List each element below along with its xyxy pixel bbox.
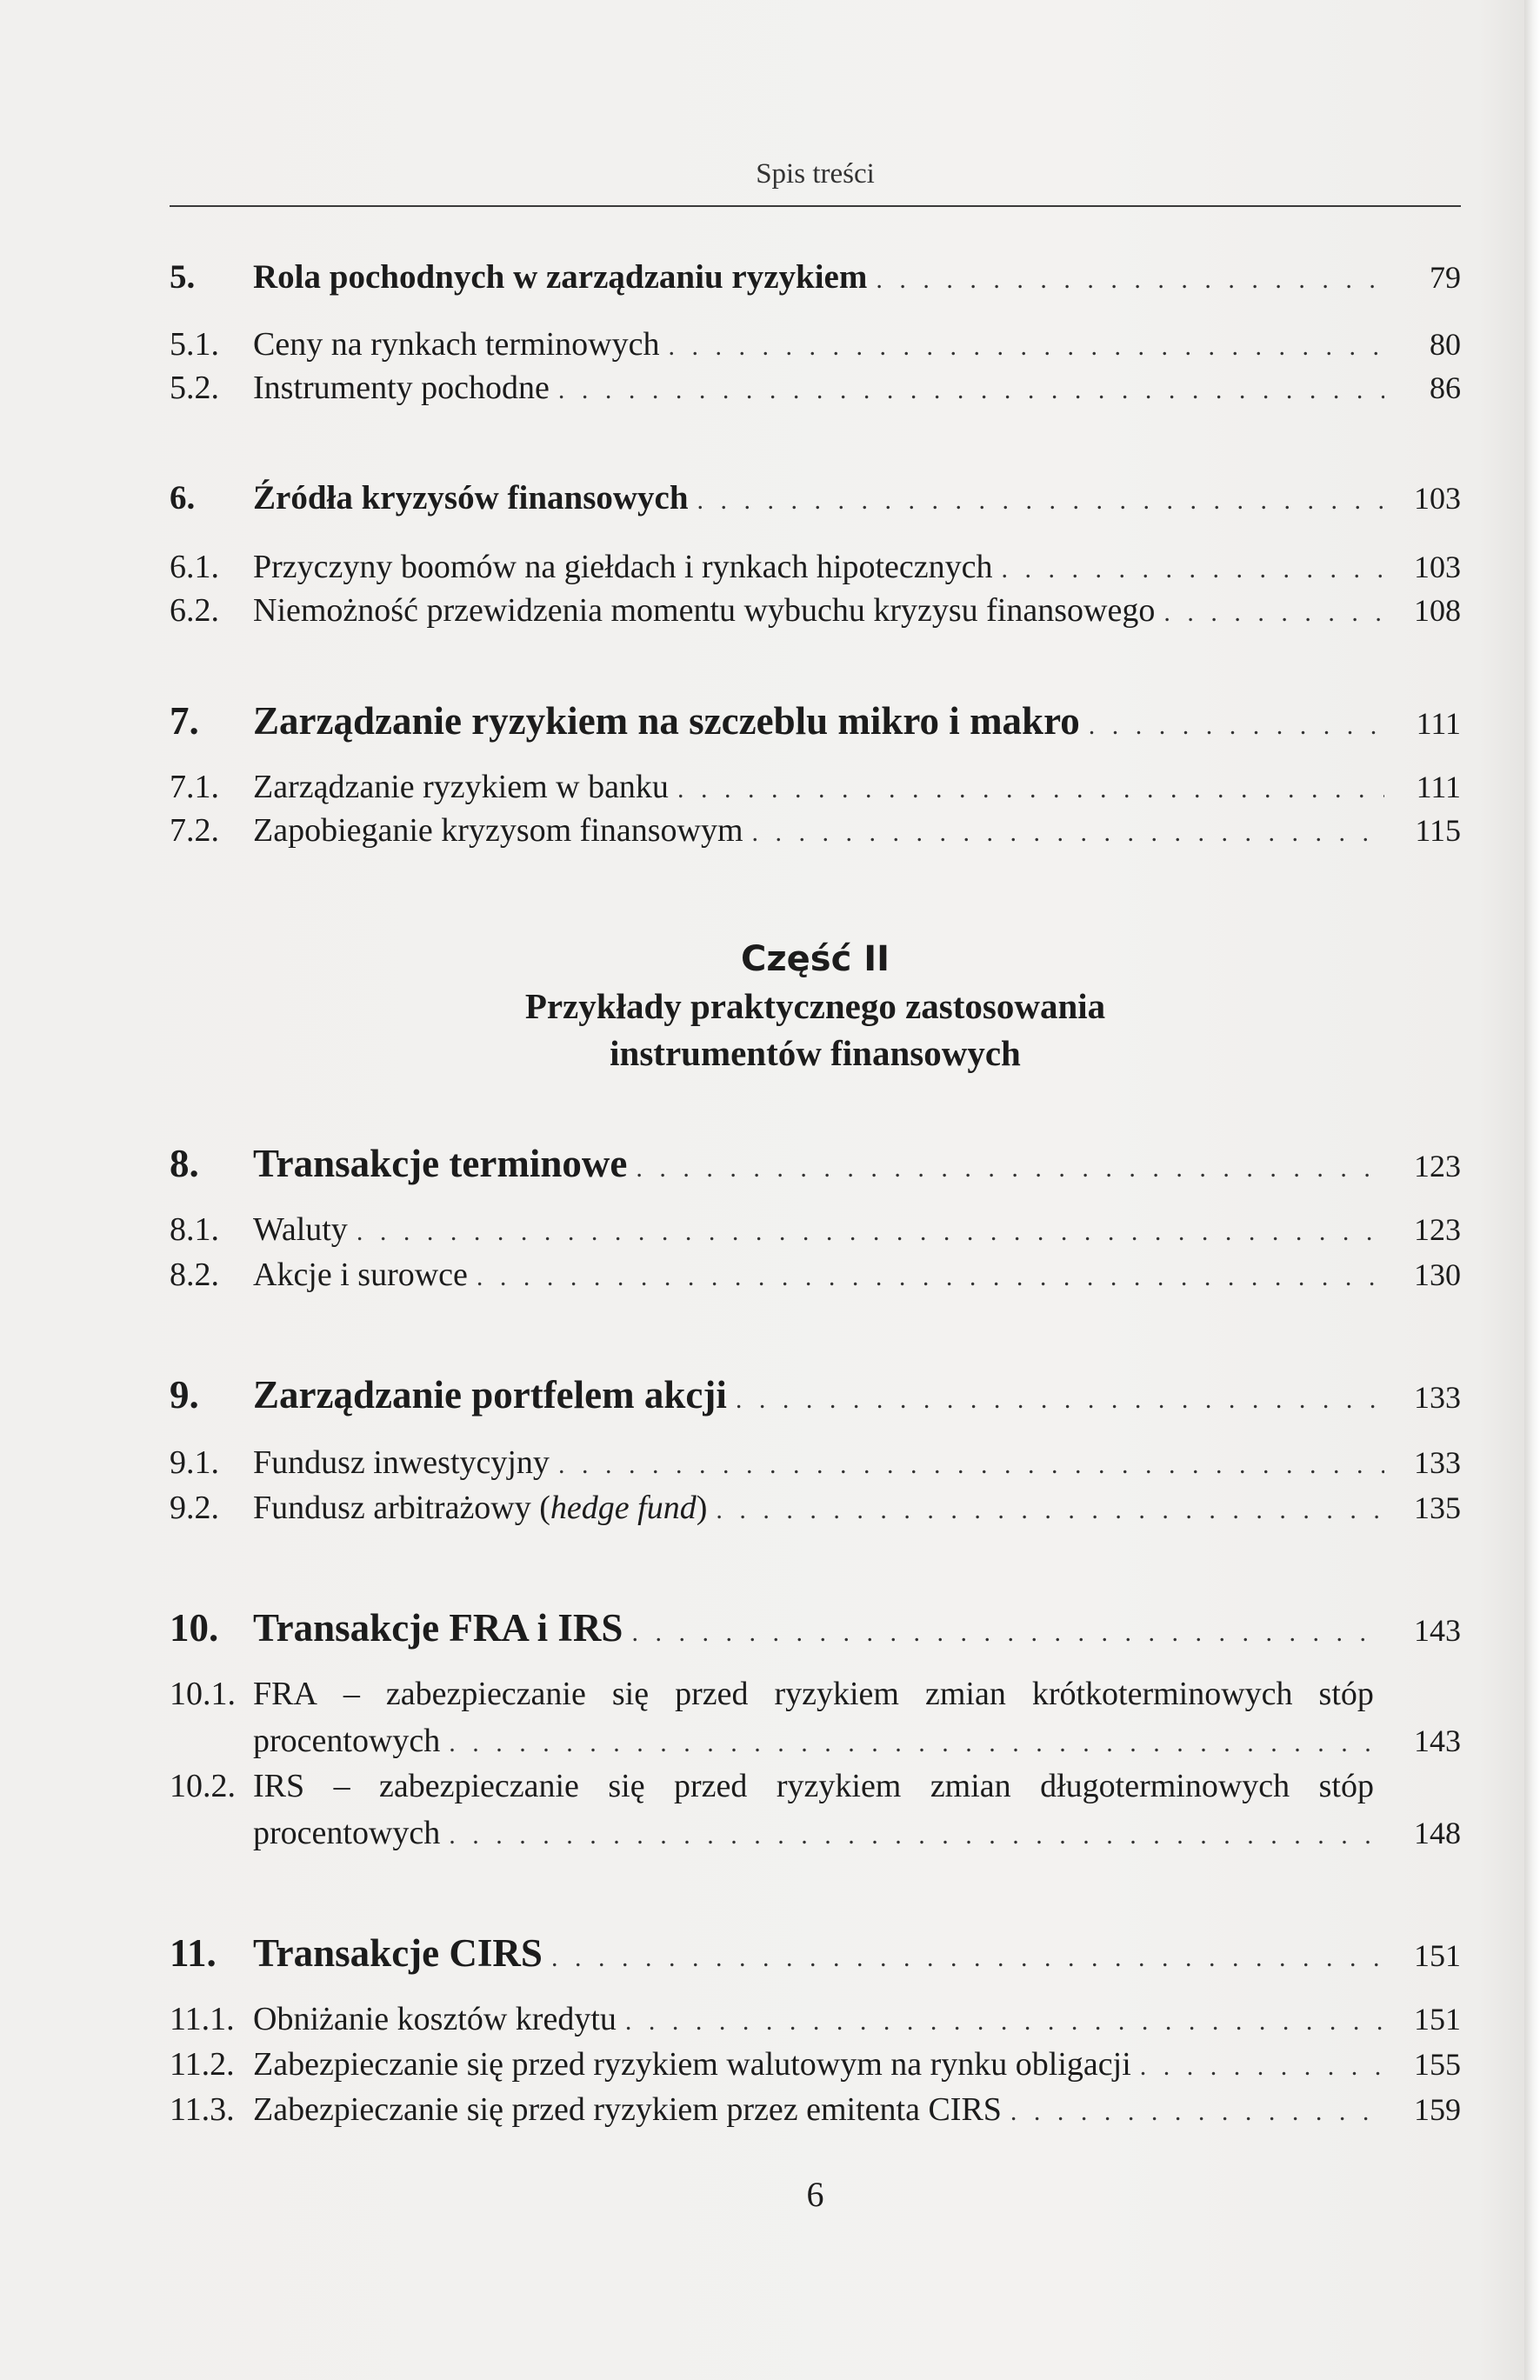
dot-leader [625,2007,1384,2037]
page-number: 108 [1414,593,1461,628]
toc-section-6-1 [170,548,1461,591]
section-number: 11.1. [170,2001,235,2037]
page-edge [1524,0,1540,2380]
title-part: ) [696,1490,708,1526]
word: zabezpieczanie [379,1768,579,1804]
section-number: 6.1. [170,549,219,585]
section-number: 10.1. [170,1676,236,1712]
dot-leader [1010,2097,1384,2127]
word: zmian [924,1676,1006,1712]
dot-leader [1163,598,1384,628]
page-number: 111 [1416,770,1461,804]
section-title-line-1 [253,1675,1374,1713]
toc-section-7-1 [170,768,1461,811]
page-number: 135 [1414,1490,1461,1525]
toc-section-5-2 [170,369,1461,412]
word: stóp [1318,1768,1374,1804]
page-number: 111 [1416,706,1461,741]
toc-section-10-2-cont [170,1814,1461,1857]
dot-leader [668,332,1384,362]
dot-leader [449,1821,1384,1850]
chapter-number: 9. [170,1373,199,1417]
word: długoterminowych [1040,1768,1290,1804]
toc-section-9-2 [170,1489,1461,1532]
toc-chapter-11 [170,1930,1461,1974]
part-title-line-1: Przykłady praktycznego zastosowania [524,986,1106,1026]
page-number: 143 [1414,1723,1461,1758]
chapter-number: 6. [170,479,196,517]
page-number: 151 [1414,1938,1461,1973]
word: ryzykiem [776,1768,902,1804]
chapter-title: Rola pochodnych w zarządzaniu ryzykiem [253,258,868,296]
word: się [608,1768,645,1804]
chapter-number: 5. [170,258,196,296]
toc-chapter-9 [170,1372,1461,1416]
section-title: Fundusz inwestycyjny [253,1444,550,1481]
word: krótkoterminowych [1031,1676,1293,1712]
section-number: 5.1. [170,326,219,363]
word: FRA [253,1676,317,1712]
toc-section-10-1 [170,1675,1461,1718]
page-number: 133 [1414,1445,1461,1480]
dot-leader [1140,2052,1384,2082]
section-number: 10.2. [170,1768,236,1804]
page-number: 86 [1430,370,1461,405]
toc-section-11-3 [170,2090,1461,2134]
page-number: 155 [1414,2047,1461,2082]
section-title-line-1 [253,1767,1374,1805]
running-header: Spis treści [756,158,875,190]
section-title: Obniżanie kosztów kredytu [253,2001,617,2037]
word: zabezpieczanie [385,1676,586,1712]
dot-leader [716,1496,1384,1525]
page-number: 123 [1414,1149,1461,1183]
word: zmian [930,1768,1011,1804]
section-number: 8.1. [170,1211,219,1248]
part-title-line-2: instrumentów finansowych [610,1033,1021,1073]
word: przed [674,1768,748,1804]
dot-leader [736,1385,1384,1415]
page-number: 130 [1414,1257,1461,1292]
dot-leader [357,1217,1384,1247]
toc-chapter-8 [170,1141,1461,1184]
dot-leader [876,265,1384,295]
dot-leader [1002,555,1385,584]
part-heading [170,936,1461,1077]
section-number: 5.2. [170,370,219,406]
chapter-title: Transakcje FRA i IRS [253,1606,623,1650]
section-title: Zabezpieczanie się przed ryzykiem walutowym na rynku obligacji [253,2046,1131,2083]
toc-chapter-7 [170,698,1461,742]
toc-section-9-1 [170,1443,1461,1487]
toc-chapter-6 [170,478,1461,522]
page-number: 159 [1414,2092,1461,2127]
section-title: Przyczyny boomów na giełdach i rynkach hipotecznych [253,549,993,585]
section-title: Waluty [253,1211,348,1248]
dot-leader [477,1263,1384,1292]
dot-leader [631,1618,1384,1648]
page-number: 103 [1414,550,1461,584]
section-number: 11.3. [170,2091,235,2128]
section-number: 11.2. [170,2046,235,2083]
section-title: Akcje i surowce [253,1257,468,1293]
chapter-number: 8. [170,1142,199,1185]
toc-section-10-1-cont [170,1722,1461,1765]
toc-section-5-1 [170,325,1461,369]
word: – [333,1768,350,1804]
word: IRS [253,1768,305,1804]
dot-leader [558,1450,1384,1480]
dot-leader [697,486,1384,516]
page-number: 148 [1414,1816,1461,1850]
dot-leader [558,376,1384,405]
section-title-line-2: procentowych [253,1723,441,1759]
section-title: Niemożność przewidzenia momentu wybuchu kryzysu finansowego [253,592,1156,629]
section-number: 9.2. [170,1490,219,1526]
page-number: 115 [1415,813,1461,848]
page-number: 79 [1430,260,1461,295]
toc-section-11-2 [170,2045,1461,2089]
word: ryzykiem [774,1676,899,1712]
toc-section-8-2 [170,1256,1461,1299]
dot-leader [1089,711,1384,741]
word: stóp [1318,1676,1374,1712]
page-number: 143 [1414,1613,1461,1648]
chapter-title: Zarządzanie ryzykiem na szczeblu mikro i makro [253,699,1080,743]
section-number: 9.1. [170,1444,219,1481]
dot-leader [677,775,1384,804]
page-number-footer: 6 [806,2175,824,2214]
toc-chapter-10 [170,1605,1461,1649]
toc-section-7-2 [170,811,1461,855]
word: przed [675,1676,749,1712]
toc-section-10-2 [170,1767,1461,1810]
section-title [253,1489,707,1527]
part-label: Część II [741,939,890,979]
page-number: 133 [1414,1380,1461,1415]
title-part: Fundusz arbitrażowy ( [253,1490,550,1526]
chapter-number: 10. [170,1606,219,1650]
title-italic: hedge fund [550,1490,697,1526]
chapter-title: Transakcje CIRS [253,1931,543,1975]
chapter-title: Źródła kryzysów finansowych [253,479,689,517]
header-rule [170,205,1461,207]
toc-chapter-5 [170,257,1461,301]
section-title: Instrumenty pochodne [253,370,550,406]
page-number: 151 [1414,2002,1461,2037]
toc-section-11-1 [170,2000,1461,2043]
dot-leader [636,1154,1384,1183]
word: się [611,1676,650,1712]
page-number: 123 [1414,1212,1461,1247]
word: – [343,1676,360,1712]
section-number: 6.2. [170,592,219,629]
chapter-title: Transakcje terminowe [253,1142,628,1185]
chapter-number: 7. [170,699,199,743]
chapter-number: 11. [170,1931,217,1975]
section-number: 7.1. [170,769,219,805]
dot-leader [449,1729,1384,1758]
dot-leader [752,818,1384,848]
page-number: 103 [1414,481,1461,516]
toc-section-6-2 [170,591,1461,635]
chapter-title: Zarządzanie portfelem akcji [253,1373,727,1417]
section-number: 8.2. [170,1257,219,1293]
section-title: Zapobieganie kryzysom finansowym [253,812,743,849]
toc-section-8-1 [170,1210,1461,1254]
section-title: Ceny na rynkach terminowych [253,326,660,363]
section-title: Zabezpieczanie się przed ryzykiem przez emitenta CIRS [253,2091,1002,2128]
page-number: 80 [1430,327,1461,362]
dot-leader [551,1943,1384,1973]
section-number: 7.2. [170,812,219,849]
section-title: Zarządzanie ryzykiem w banku [253,769,669,805]
section-title-line-2: procentowych [253,1815,441,1851]
